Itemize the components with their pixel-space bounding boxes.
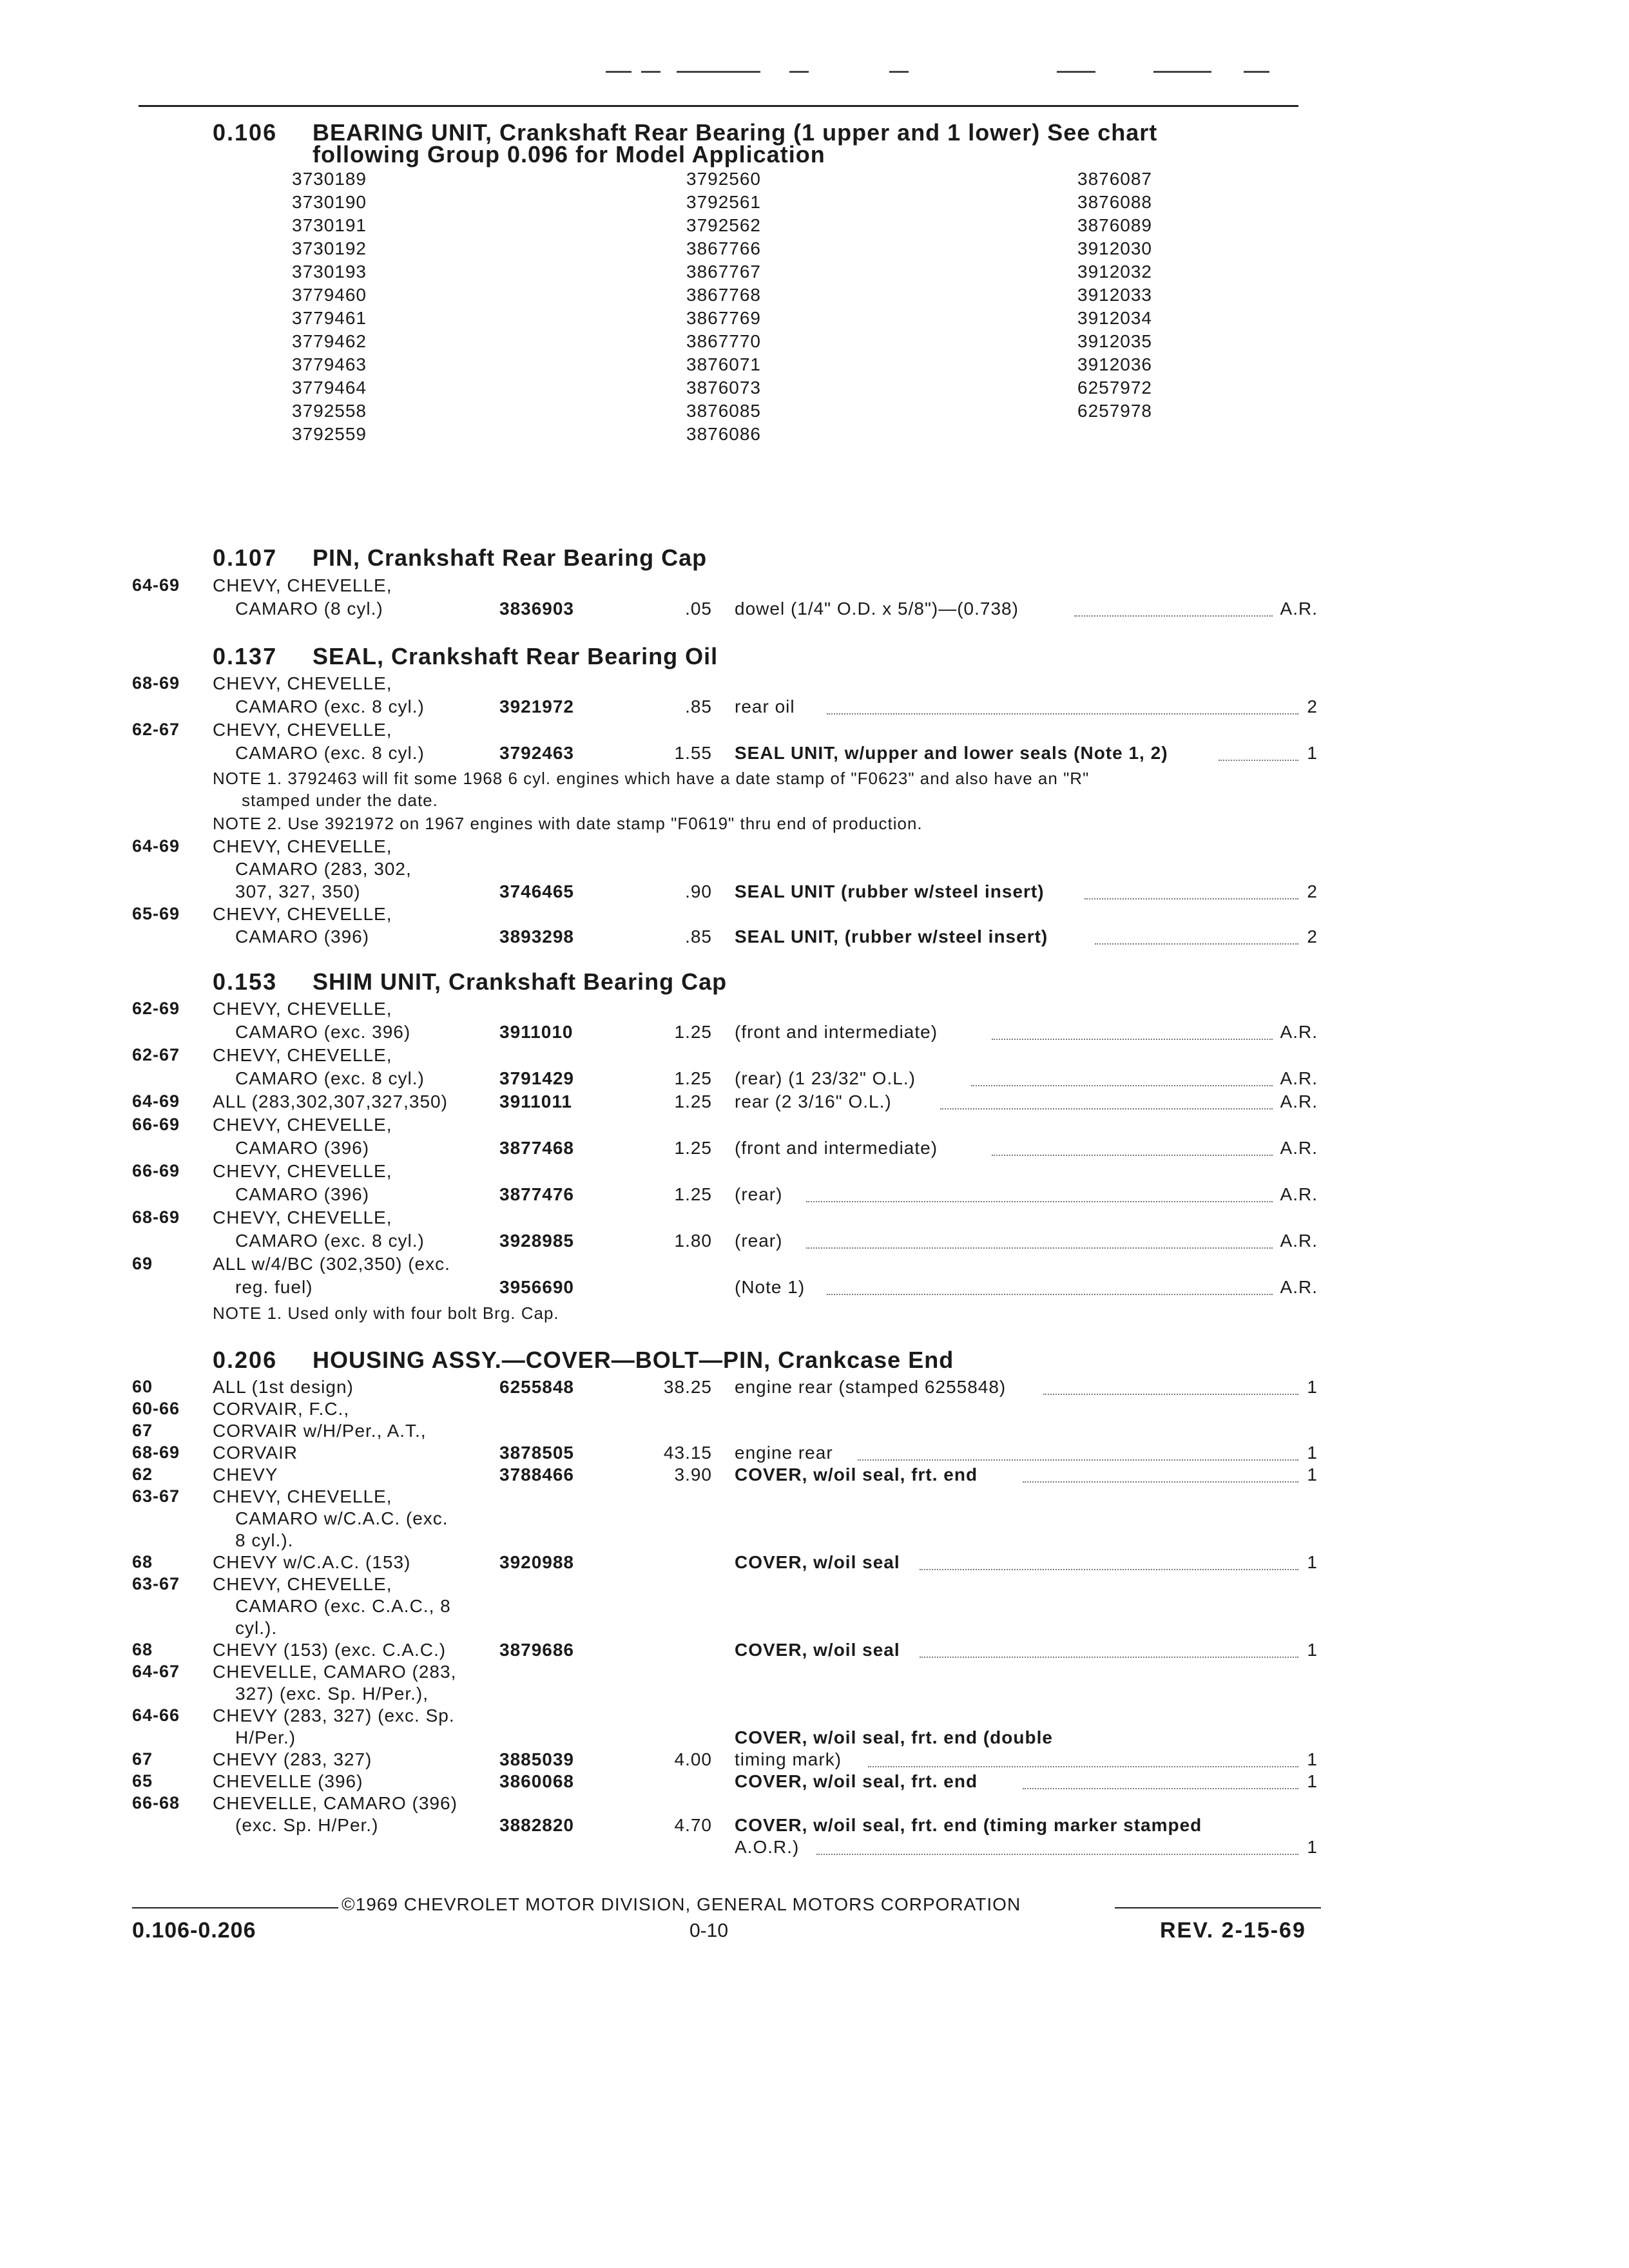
part-number: 3893298 (499, 927, 575, 947)
quantity: A.R. (1280, 1068, 1318, 1088)
description: (front and intermediate) (735, 1022, 938, 1042)
leader-dots (1043, 1394, 1298, 1395)
model-application: 327) (exc. Sp. H/Per.), (235, 1684, 429, 1704)
part-number: 3911010 (499, 1022, 574, 1042)
price: 38.25 (663, 1377, 712, 1397)
model-application: CAMARO (exc. 8 cyl.) (235, 1231, 425, 1251)
description: COVER, w/oil seal, frt. end (735, 1465, 978, 1485)
part-number: 6255848 (499, 1377, 575, 1397)
part-number: 3788466 (499, 1465, 575, 1485)
year-range: 68-69 (132, 1207, 180, 1227)
model-application: CHEVELLE, CAMARO (283, (213, 1662, 457, 1682)
price: 4.00 (674, 1749, 712, 1769)
year-range: 62-69 (132, 999, 180, 1018)
model-application: CORVAIR w/H/Per., A.T., (213, 1421, 427, 1441)
leader-dots (1023, 1481, 1298, 1483)
description: (rear) (1 23/32" O.L.) (735, 1068, 916, 1088)
part-number: 3912030 (1077, 238, 1153, 258)
part-number: 3878505 (499, 1443, 575, 1463)
part-number: 3792561 (686, 192, 762, 212)
price: 1.25 (674, 1138, 712, 1158)
sec107-title: PIN, Crankshaft Rear Bearing Cap (313, 544, 708, 571)
leader-dots (971, 1085, 1273, 1086)
model-application: CAMARO (exc. C.A.C., 8 (235, 1596, 451, 1616)
model-application: CORVAIR, F.C., (213, 1399, 350, 1419)
description: engine rear (stamped 6255848) (735, 1377, 1007, 1397)
year-range: 63-67 (132, 1486, 180, 1506)
part-number: 3867768 (686, 285, 762, 305)
part-number: 3779462 (292, 331, 367, 351)
part-number: 3912032 (1077, 262, 1153, 282)
model-application: CAMARO (396) (235, 1138, 370, 1158)
price: 1.25 (674, 1184, 712, 1204)
part-number: 3730190 (292, 192, 367, 212)
model-application: H/Per.) (235, 1727, 296, 1747)
year-range: 62-67 (132, 720, 180, 739)
part-number: 3912034 (1077, 308, 1153, 328)
footer-page-number: 0-10 (689, 1920, 729, 1941)
quantity: A.R. (1280, 1277, 1318, 1297)
leader-dots (992, 1155, 1273, 1156)
model-application: CAMARO (283, 302, (235, 859, 412, 879)
description: timing mark) (735, 1749, 842, 1769)
part-number: 3867766 (686, 238, 762, 258)
model-application: CHEVELLE (396) (213, 1771, 363, 1791)
price: 1.25 (674, 1091, 712, 1111)
model-application: CAMARO (396) (235, 927, 370, 947)
description: (Note 1) (735, 1277, 805, 1297)
part-number: 3791429 (499, 1068, 575, 1088)
quantity: 1 (1307, 1640, 1318, 1660)
year-range: 63-67 (132, 1574, 180, 1593)
part-number: 3792560 (686, 169, 762, 189)
leader-dots (868, 1766, 1298, 1767)
leader-dots (940, 1108, 1273, 1110)
quantity: 2 (1307, 697, 1318, 716)
sec206-number: 0.206 (213, 1347, 278, 1373)
description: rear (2 3/16" O.L.) (735, 1091, 892, 1111)
leader-dots (1074, 615, 1273, 617)
quantity: A.R. (1280, 1091, 1318, 1111)
sec153-title: SHIM UNIT, Crankshaft Bearing Cap (313, 968, 728, 995)
leader-dots (992, 1039, 1273, 1040)
quantity: 1 (1307, 1443, 1318, 1463)
price: 1.25 (674, 1022, 712, 1042)
sec153-number: 0.153 (213, 968, 278, 995)
description: COVER, w/oil seal (735, 1640, 900, 1660)
model-application: CORVAIR (213, 1443, 298, 1463)
part-number: 3912036 (1077, 354, 1153, 374)
price: .85 (685, 697, 712, 716)
part-number: 3879686 (499, 1640, 575, 1660)
leader-dots (827, 1294, 1273, 1295)
quantity: 1 (1307, 1377, 1318, 1397)
model-application: CHEVY, CHEVELLE, (213, 1486, 392, 1506)
model-application: CAMARO w/C.A.C. (exc. (235, 1508, 448, 1528)
year-range: 69 (132, 1254, 153, 1273)
part-number: 3921972 (499, 697, 575, 716)
year-range: 67 (132, 1749, 153, 1769)
model-application: CHEVY, CHEVELLE, (213, 1574, 392, 1594)
leader-dots (816, 1854, 1298, 1855)
sec106-number: 0.106 (213, 119, 278, 146)
model-application: ALL w/4/BC (302,350) (exc. (213, 1254, 450, 1274)
sec137-number: 0.137 (213, 643, 278, 669)
price: 1.55 (674, 743, 712, 763)
sec137-title: SEAL, Crankshaft Rear Bearing Oil (313, 643, 718, 669)
year-range: 64-66 (132, 1706, 180, 1725)
leader-dots (920, 1569, 1298, 1570)
part-number: 3877468 (499, 1138, 575, 1158)
description: SEAL UNIT, w/upper and lower seals (Note 1, 2) (735, 743, 1168, 763)
quantity: 2 (1307, 927, 1318, 947)
year-range: 68-69 (132, 673, 180, 693)
year-range: 68 (132, 1640, 153, 1659)
quantity: A.R. (1280, 599, 1318, 619)
leader-dots (858, 1459, 1298, 1461)
year-range: 64-69 (132, 836, 180, 856)
quantity: 1 (1307, 743, 1318, 763)
quantity: 1 (1307, 1552, 1318, 1572)
year-range: 62 (132, 1465, 153, 1484)
part-number: 3730189 (292, 169, 367, 189)
part-number: 3912035 (1077, 331, 1153, 351)
description: SEAL UNIT (rubber w/steel insert) (735, 881, 1045, 901)
leader-dots (806, 1201, 1273, 1202)
price: 1.25 (674, 1068, 712, 1088)
model-application: CHEVY (213, 1465, 278, 1485)
quantity: 2 (1307, 881, 1318, 901)
model-application: CHEVY, CHEVELLE, (213, 1161, 392, 1181)
description: COVER, w/oil seal, frt. end (735, 1771, 978, 1791)
footer-rule-left (132, 1907, 338, 1908)
part-number: 3779461 (292, 308, 367, 328)
quantity: 1 (1307, 1837, 1318, 1857)
part-number: 3876087 (1077, 169, 1153, 189)
year-range: 64-69 (132, 575, 180, 595)
leader-dots (806, 1247, 1273, 1249)
model-application: reg. fuel) (235, 1277, 313, 1297)
sec137-note1-line1: NOTE 1. 3792463 will fit some 1968 6 cyl. engines which have a date stamp of "F0623" and also have an "R" (213, 769, 1090, 788)
part-number: 3792558 (292, 401, 367, 421)
leader-dots (1095, 943, 1298, 945)
part-number: 3730191 (292, 215, 367, 235)
part-number: 3882820 (499, 1815, 575, 1835)
sec106-title-line2: following Group 0.096 for Model Application (313, 141, 825, 168)
description: COVER, w/oil seal, frt. end (timing marker stamped (735, 1815, 1202, 1835)
model-application: CAMARO (exc. 396) (235, 1022, 411, 1042)
model-application: CHEVY, CHEVELLE, (213, 575, 392, 595)
leader-dots (1023, 1788, 1298, 1789)
year-range: 64-67 (132, 1662, 180, 1681)
year-range: 65 (132, 1771, 153, 1791)
footer-revision: REV. 2-15-69 (1160, 1918, 1306, 1943)
year-range: 68 (132, 1552, 153, 1571)
price: 3.90 (674, 1465, 712, 1485)
year-range: 68-69 (132, 1443, 180, 1462)
year-range: 60-66 (132, 1399, 180, 1418)
footer-copyright: ©1969 CHEVROLET MOTOR DIVISION, GENERAL MOTORS CORPORATION (342, 1894, 1021, 1914)
quantity: 1 (1307, 1749, 1318, 1769)
leader-dots (1084, 898, 1298, 899)
part-number: 3876086 (686, 424, 762, 444)
year-range: 64-69 (132, 1091, 180, 1111)
part-number: 3860068 (499, 1771, 575, 1791)
year-range: 65-69 (132, 904, 180, 923)
description: A.O.R.) (735, 1837, 800, 1857)
model-application: CHEVY, CHEVELLE, (213, 999, 392, 1019)
part-number: 3920988 (499, 1552, 575, 1572)
part-number: 3956690 (499, 1277, 575, 1297)
quantity: A.R. (1280, 1184, 1318, 1204)
price: 4.70 (674, 1815, 712, 1835)
sec153-note1: NOTE 1. Used only with four bolt Brg. Cap. (213, 1303, 559, 1323)
year-range: 66-69 (132, 1161, 180, 1180)
part-number: 3779464 (292, 378, 367, 398)
description: (front and intermediate) (735, 1138, 938, 1158)
sec206-title: HOUSING ASSY.—COVER—BOLT—PIN, Crankcase End (313, 1347, 954, 1373)
sec107-number: 0.107 (213, 544, 278, 571)
part-number: 3876089 (1077, 215, 1153, 235)
part-number: 3779463 (292, 354, 367, 374)
part-number: 3912033 (1077, 285, 1153, 305)
part-number: 3876088 (1077, 192, 1153, 212)
model-application: CHEVY, CHEVELLE, (213, 836, 392, 856)
price: 1.80 (674, 1231, 712, 1251)
model-application: ALL (283,302,307,327,350) (213, 1091, 448, 1111)
part-number: 3792559 (292, 424, 367, 444)
part-number: 3867770 (686, 331, 762, 351)
model-application: CHEVY (283, 327) (exc. Sp. (213, 1706, 455, 1725)
part-number: 6257972 (1077, 378, 1153, 398)
model-application: CHEVY, CHEVELLE, (213, 1045, 392, 1065)
quantity: A.R. (1280, 1138, 1318, 1158)
description: engine rear (735, 1443, 833, 1463)
part-number: 3876073 (686, 378, 762, 398)
model-application: CHEVY, CHEVELLE, (213, 720, 392, 740)
part-number: 3867767 (686, 262, 762, 282)
model-application: CHEVY, CHEVELLE, (213, 673, 392, 693)
part-number: 3730192 (292, 238, 367, 258)
part-number: 3779460 (292, 285, 367, 305)
quantity: 1 (1307, 1771, 1318, 1791)
description: SEAL UNIT, (rubber w/steel insert) (735, 927, 1048, 947)
footer-rule-right (1115, 1907, 1321, 1908)
description: COVER, w/oil seal (735, 1552, 900, 1572)
model-application: CHEVY, CHEVELLE, (213, 904, 392, 924)
price: .85 (685, 927, 712, 947)
sec137-note2: NOTE 2. Use 3921972 on 1967 engines with date stamp "F0619" thru end of production. (213, 814, 923, 833)
model-application: ALL (1st design) (213, 1377, 354, 1397)
year-range: 67 (132, 1421, 153, 1440)
part-number: 3885039 (499, 1749, 575, 1769)
model-application: CAMARO (8 cyl.) (235, 599, 383, 619)
model-application: CHEVELLE, CAMARO (396) (213, 1793, 458, 1813)
model-application: 8 cyl.). (235, 1530, 294, 1550)
model-application: cyl.). (235, 1618, 278, 1638)
description: dowel (1/4" O.D. x 5/8")—(0.738) (735, 599, 1019, 619)
part-number: 3877476 (499, 1184, 575, 1204)
year-range: 62-67 (132, 1045, 180, 1064)
year-range: 66-68 (132, 1793, 180, 1812)
part-number: 3730193 (292, 262, 367, 282)
part-number: 6257978 (1077, 401, 1153, 421)
description: rear oil (735, 697, 795, 716)
model-application: CHEVY, CHEVELLE, (213, 1207, 392, 1227)
quantity: A.R. (1280, 1231, 1318, 1251)
part-number: 3928985 (499, 1231, 575, 1251)
sec106-title-line1: BEARING UNIT, Crankshaft Rear Bearing (1 upper and 1 lower) See chart (313, 119, 1158, 146)
quantity: 1 (1307, 1465, 1318, 1485)
quantity: A.R. (1280, 1022, 1318, 1042)
footer-range: 0.106-0.206 (132, 1918, 256, 1943)
price: .05 (685, 599, 712, 619)
description: COVER, w/oil seal, frt. end (double (735, 1727, 1053, 1747)
model-application: CAMARO (exc. 8 cyl.) (235, 1068, 425, 1088)
model-application: CHEVY (153) (exc. C.A.C.) (213, 1640, 447, 1660)
year-range: 66-69 (132, 1115, 180, 1134)
part-number: 3876085 (686, 401, 762, 421)
model-application: CHEVY w/C.A.C. (153) (213, 1552, 411, 1572)
part-number: 3836903 (499, 599, 575, 619)
leader-dots (1219, 760, 1298, 761)
model-application: CHEVY, CHEVELLE, (213, 1115, 392, 1135)
part-number: 3792463 (499, 743, 575, 763)
model-application: 307, 327, 350) (235, 881, 361, 901)
model-application: CAMARO (396) (235, 1184, 370, 1204)
part-number: 3792562 (686, 215, 762, 235)
top-rule (139, 105, 1298, 107)
sec137-note1-line2: stamped under the date. (242, 791, 438, 810)
part-number: 3876071 (686, 354, 762, 374)
model-application: CAMARO (exc. 8 cyl.) (235, 743, 425, 763)
description: (rear) (735, 1231, 783, 1251)
leader-dots (827, 713, 1298, 715)
description: (rear) (735, 1184, 783, 1204)
leader-dots (920, 1657, 1298, 1658)
part-number: 3911011 (499, 1091, 572, 1111)
model-application: CAMARO (exc. 8 cyl.) (235, 697, 425, 716)
year-range: 60 (132, 1377, 153, 1396)
price: .90 (685, 881, 712, 901)
price: 43.15 (663, 1443, 712, 1463)
part-number: 3867769 (686, 308, 762, 328)
part-number: 3746465 (499, 881, 575, 901)
model-application: CHEVY (283, 327) (213, 1749, 372, 1769)
model-application: (exc. Sp. H/Per.) (235, 1815, 379, 1835)
